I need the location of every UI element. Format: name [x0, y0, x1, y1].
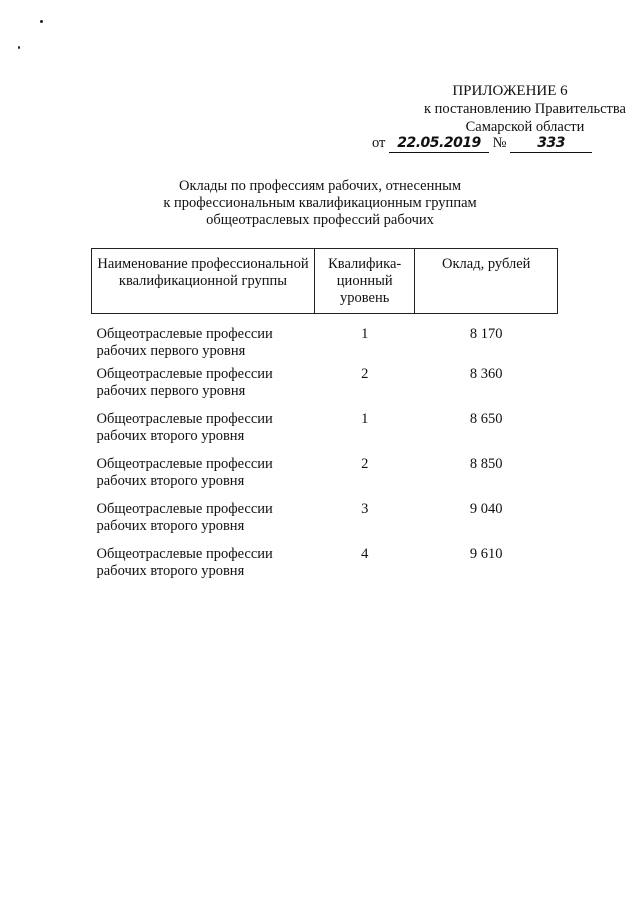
row-level: 4 [361, 546, 369, 562]
row-name-line-1: Общеотраслевые профессии [96, 456, 273, 472]
row-level: 2 [361, 366, 369, 382]
appendix-line-1: к постановлению Правительства [424, 101, 626, 117]
row-salary: 8 650 [469, 411, 503, 427]
table-row [92, 366, 558, 411]
row-group-name [92, 501, 315, 546]
handwritten-number: 333 [537, 135, 565, 151]
scan-speck [18, 46, 20, 49]
row-name-line-2: рабочих второго уровня [96, 518, 245, 534]
salary-table [91, 248, 558, 591]
row-group-name [92, 314, 315, 367]
row-level: 3 [361, 501, 369, 517]
row-name-line-1: Общеотраслевые профессии [96, 326, 273, 342]
table-row [92, 314, 558, 367]
row-name-line-1: Общеотраслевые профессии [96, 366, 273, 382]
row-group-name [92, 456, 315, 501]
row-name-line-2: рабочих второго уровня [96, 563, 245, 579]
caption-line-2: к профессиональным квалификационным группам [163, 195, 477, 211]
table-row [92, 456, 558, 501]
table-header-row [92, 249, 558, 314]
row-salary: 9 040 [469, 501, 503, 517]
row-salary: 8 850 [469, 456, 503, 472]
row-group-name [92, 411, 315, 456]
number-prefix: № [492, 135, 507, 151]
row-level: 1 [361, 326, 369, 342]
table-row [92, 411, 558, 456]
table-row [92, 501, 558, 546]
scan-speck [40, 20, 43, 23]
date-field [389, 134, 489, 153]
row-level: 2 [361, 456, 369, 472]
row-name-line-1: Общеотраслевые профессии [96, 411, 273, 427]
appendix-header [360, 82, 626, 136]
row-name-line-2: рабочих первого уровня [96, 383, 246, 399]
header-group-name: Наименование профессиональной квалификационной группы [92, 249, 315, 314]
appendix-title: ПРИЛОЖЕНИЕ 6 [452, 83, 568, 99]
table-row [92, 546, 558, 591]
row-salary: 8 170 [469, 326, 503, 342]
caption-line-3: общеотраслевых профессий рабочих [206, 212, 434, 228]
appendix-date-row [372, 134, 592, 153]
header-qualification-level: Квалифика- ционный уровень [314, 249, 415, 314]
row-salary: 9 610 [469, 546, 503, 562]
row-group-name [92, 546, 315, 591]
row-salary: 8 360 [469, 366, 503, 382]
appendix-line-2: Самарской области [465, 119, 585, 135]
header-salary: Оклад, рублей [415, 249, 558, 314]
row-level: 1 [361, 411, 369, 427]
number-field [510, 134, 592, 153]
row-name-line-2: рабочих второго уровня [96, 473, 245, 489]
row-group-name [92, 366, 315, 411]
handwritten-date: 22.05.2019 [397, 135, 481, 151]
caption-line-1: Оклады по профессиям рабочих, отнесенным [178, 178, 462, 194]
row-name-line-2: рабочих первого уровня [96, 343, 246, 359]
row-name-line-2: рабочих второго уровня [96, 428, 245, 444]
row-name-line-1: Общеотраслевые профессии [96, 501, 273, 517]
document-caption [150, 178, 490, 229]
row-name-line-1: Общеотраслевые профессии [96, 546, 273, 562]
date-prefix: от [372, 135, 386, 151]
